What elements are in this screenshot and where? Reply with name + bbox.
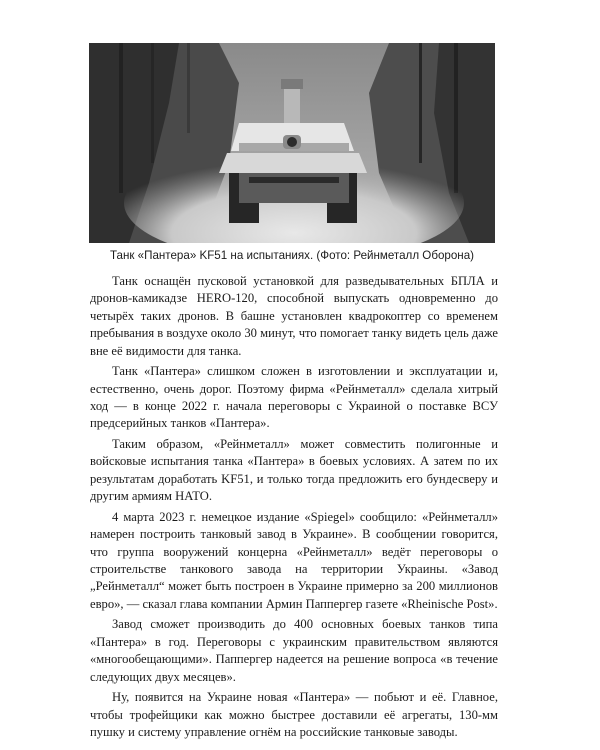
paragraph: Танк «Пантера» слишком сложен в изготовлении и эксплуатации и, естественно, очень дорог. Поэтому фирма «Рейнметалл» сделала хитрый ход — в конце 2022 г. начала переговоры с Украиной о поставке ВСУ предсерийных танков «Пантера». xyxy=(90,364,498,431)
tank-photo-illustration xyxy=(89,43,495,243)
paragraph: 4 марта 2023 г. немецкое издание «Spiegel» сообщило: «Рейнметалл» намерен построить танковый завод в Украине». В сообщении говорится, что группа вооружений концерна «Рейнметалл» ведёт переговоры о строительстве танкового завода на территории Украины. «Завод „Рейнметалл“ может быть построен в Украине примерно за 200 миллионов евро», — сказал глава компании Армин Паппергер газете «Rheinische Post». xyxy=(90,509,498,611)
paragraph: Таким образом, «Рейнметалл» может совместить полигонные и войсковые испытания танка «Пантера» в боевых условиях. А затем по их результатам доработать KF51, и только тогда предложить его бундесверу и другим армиям НАТО. xyxy=(90,437,498,504)
photo-caption: Танк «Пантера» KF51 на испытаниях. (Фото: Рейнметалл Оборона) xyxy=(109,249,475,262)
paragraph: Ну, появится на Украине новая «Пантера» — побьют и её. Главное, чтобы трофейщики как можно быстрее доставили её агрегаты, 130-мм пушку и систему управление огнём на российские танковые заводы. xyxy=(90,690,498,740)
body-text xyxy=(90,273,498,745)
paragraph: Танк оснащён пусковой установкой для разведывательных БПЛА и дронов-камикадзе HERO-120, способной выпускать одновременно до четырёх таких дронов. В башне установлен квадрокоптер со временем пребывания в воздухе около 30 минут, что помогает танку видеть цель даже вне её видимости для танка. xyxy=(90,274,498,358)
paragraph: Завод сможет производить до 400 основных боевых танков типа «Пантера» в год. Переговоры с украинским правительством являются «многообещающими». Паппергер надеется на решение вопроса «в течение следующих двух месяцев». xyxy=(90,617,498,684)
tank-photo xyxy=(89,43,495,243)
